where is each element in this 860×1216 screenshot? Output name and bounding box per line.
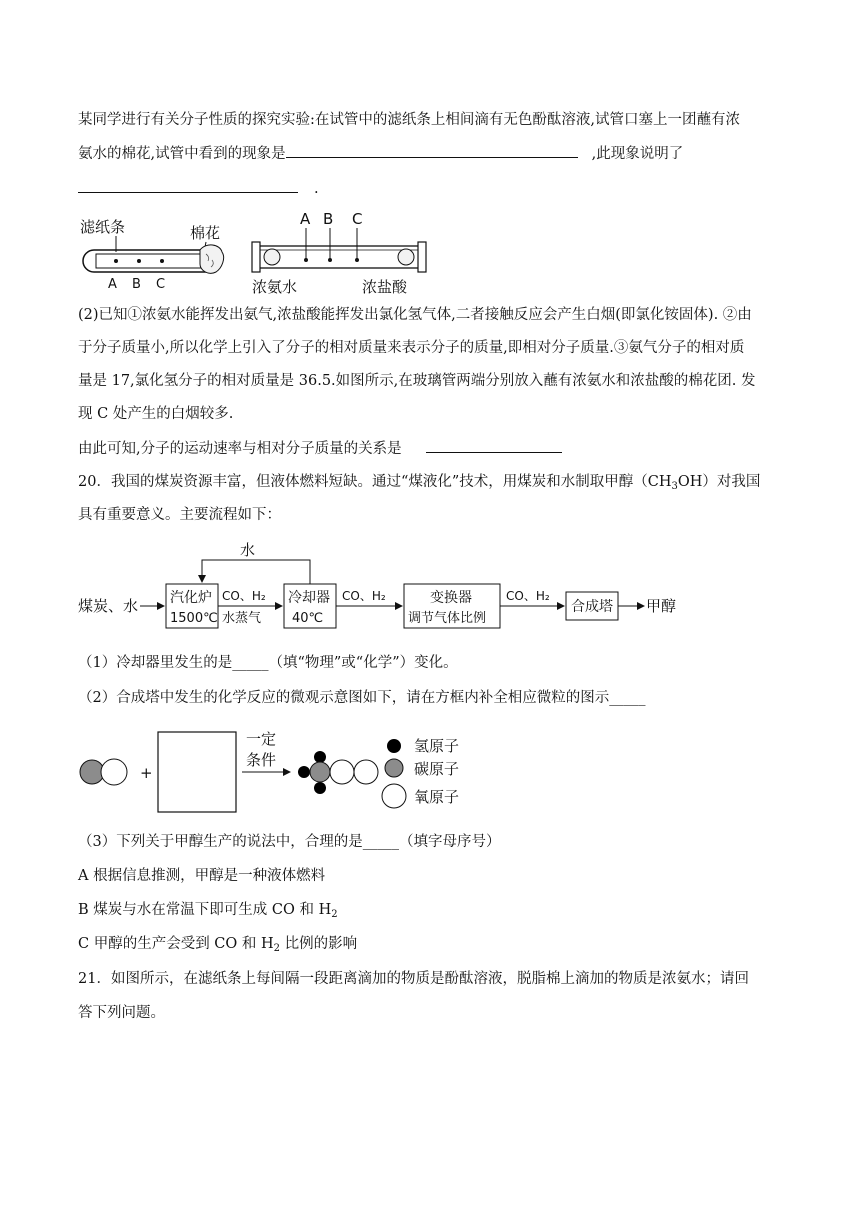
- q20-sub1: （1）冷却器里发生的是_____（填“物理”或“化学”）变化。: [78, 655, 458, 671]
- q21-line2: 答下列问题。: [78, 1005, 165, 1021]
- q20-option-c-sub: 2: [273, 943, 281, 954]
- answer-box[interactable]: [158, 732, 236, 812]
- q19-p2-line4: 现 C 处产生的白烟较多.: [78, 406, 234, 422]
- legend-oxygen-symbol: [382, 784, 406, 808]
- answer-blank-relation[interactable]: [426, 438, 562, 453]
- arrow1-gas-label: CO、H₂: [222, 589, 266, 603]
- q20-option-b-sub: 2: [331, 909, 338, 920]
- test-tube-figure: [76, 208, 246, 292]
- q19-p2-line5: [78, 438, 562, 459]
- filter-strip-label: 滤纸条: [80, 218, 126, 236]
- q20-sub2: （2）合成塔中发生的化学反应的微观示意图如下，请在方框内补全相应微粒的图示_____: [78, 690, 646, 706]
- q20-line1: [78, 472, 760, 492]
- plus-sign: +: [140, 764, 153, 782]
- dot-label-a: A: [108, 277, 117, 292]
- q20-line1-b: OH）对我国: [677, 474, 761, 490]
- cooler-temp: 40℃: [292, 611, 324, 626]
- q21-line1: 21．如图所示，在滤纸条上每间隔一段距离滴加的物质是酚酞溶液，脱脂棉上滴加的物质是浓氨水；请回: [78, 971, 749, 987]
- converter-label: 变换器: [430, 590, 472, 606]
- q19-p2-line2: 于分子质量小,所以化学上引入了分子的相对质量来表示分子的质量,即相对分子质量.③氨气分子的相对质: [78, 340, 745, 356]
- legend-carbon-symbol: [385, 759, 403, 777]
- q20-option-c-text-end: 比例的影响: [280, 936, 358, 952]
- q19-line2-b: ,此现象说明了: [591, 146, 684, 162]
- gasifier-label: 汽化炉: [170, 590, 212, 606]
- arrow1-steam-label: 水蒸气: [222, 611, 262, 626]
- reaction-micro-diagram: [76, 724, 496, 820]
- q20-line2: 具有重要意义。主要流程如下：: [78, 507, 281, 523]
- legend-oxygen-label: 氧原子: [414, 788, 460, 806]
- legend-carbon-label: 碳原子: [414, 760, 460, 778]
- output-label: 甲醇: [646, 597, 677, 615]
- q19-p2-line3: 量是 17,氯化氢分子的相对质量是 36.5.如图所示,在玻璃管两端分别放入蘸有浓氨水和浓盐酸的棉花团. 发: [78, 373, 756, 389]
- arrow3-gas-label: CO、H₂: [506, 589, 550, 603]
- tube-dot-label-b: B: [323, 210, 334, 228]
- q20-option-a: A 根据信息推测，甲醇是一种液体燃料: [78, 868, 326, 884]
- q20-line1-sub: 3: [671, 481, 678, 492]
- q20-option-c: [78, 934, 357, 954]
- arrow2-gas-label: CO、H₂: [342, 589, 386, 603]
- q20-option-b-text: B 煤炭与水在常温下即可生成 CO 和 H: [78, 902, 332, 918]
- q19-line1: 某同学进行有关分子性质的探究实验:在试管中的滤纸条上相间滴有无色酚酞溶液,试管口塞上一团蘸有浓: [78, 112, 740, 128]
- legend-hydrogen-label: 氢原子: [414, 737, 460, 755]
- input-label: 煤炭、水: [78, 597, 139, 615]
- q20-option-c-text: C 甲醇的生产会受到 CO 和 H: [78, 936, 274, 952]
- cotton-label: 棉花: [190, 224, 221, 242]
- condition-label-1: 一定: [246, 730, 277, 748]
- hcl-label: 浓盐酸: [362, 278, 408, 296]
- glass-tube-figure: [248, 206, 438, 296]
- process-flow-diagram: [74, 536, 694, 640]
- answer-blank-phenomenon[interactable]: [286, 143, 578, 158]
- tube-dot-label-a: A: [300, 210, 311, 228]
- q19-line2: [78, 143, 683, 164]
- cooler-label: 冷却器: [288, 590, 330, 606]
- condition-label-2: 条件: [246, 751, 277, 769]
- gasifier-temp: 1500℃: [170, 611, 218, 626]
- q20-option-b: [78, 900, 338, 920]
- converter-desc: 调节气体比例: [408, 611, 487, 626]
- answer-blank-explanation[interactable]: [78, 178, 298, 193]
- dot-label-b: B: [132, 277, 141, 292]
- legend-hydrogen-symbol: [387, 739, 401, 753]
- dot-label-c: C: [156, 277, 166, 292]
- tube-dot-label-c: C: [352, 210, 363, 228]
- q19-p2-line5-text: 由此可知,分子的运动速率与相对分子质量的关系是: [78, 441, 402, 457]
- synthesis-tower-label: 合成塔: [571, 599, 613, 615]
- q20-sub3: （3）下列关于甲醇生产的说法中，合理的是_____（填字母序号）: [78, 834, 501, 850]
- ammonia-label: 浓氨水: [252, 278, 298, 296]
- q19-line3: [78, 178, 319, 199]
- q20-line1-a: 20．我国的煤炭资源丰富，但液体燃料短缺。通过“煤液化”技术，用煤炭和水制取甲醇（CH: [78, 474, 672, 490]
- recycle-water-label: 水: [240, 541, 256, 559]
- q19-line3-end: .: [314, 181, 319, 197]
- q19-line2-a: 氨水的棉花,试管中看到的现象是: [78, 146, 286, 162]
- q19-p2-line1: (2)已知①浓氨水能挥发出氨气,浓盐酸能挥发出氯化氢气体,二者接触反应会产生白烟(即氯化铵固体). ②由: [78, 307, 752, 323]
